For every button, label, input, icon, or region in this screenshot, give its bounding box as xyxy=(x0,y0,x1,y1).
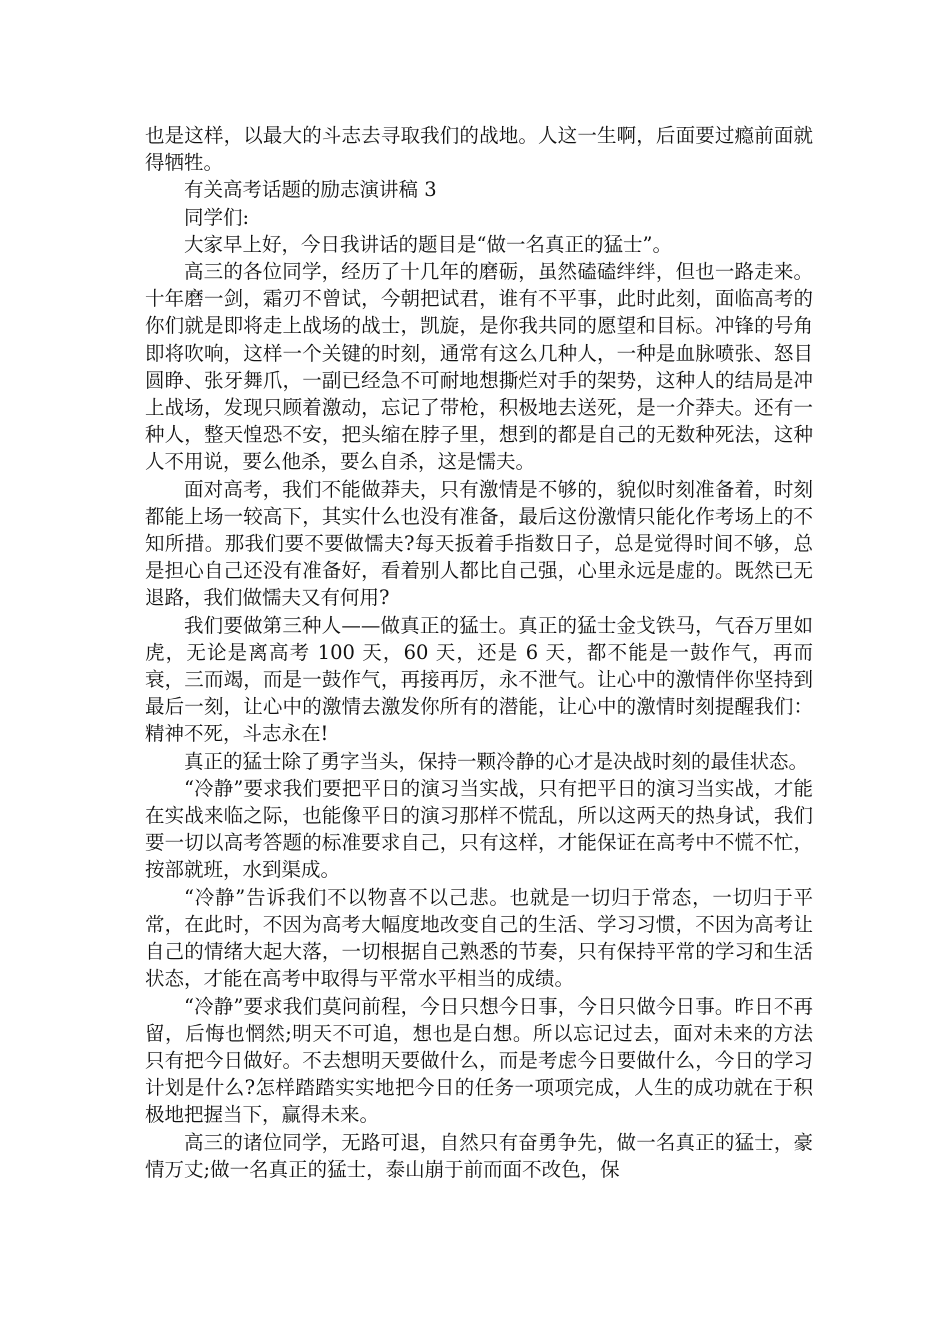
paragraph: 高三的各位同学，经历了十几年的磨砺，虽然磕磕绊绊，但也一路走来。十年磨一剑，霜刃不曾试，今朝把试君，谁有不平事，此时此刻，面临高考的你们就是即将走上战场的战士，凯旋，是你我共同的愿望和目标。冲锋的号角即将吹响，这样一个关键的时刻，通常有这么几种人，一种是血脉喷张、怒目圆睁、张牙舞爪，一副已经急不可耐地想撕烂对手的架势，这种人的结局是冲上战场，发现只顾着激动，忘记了带枪，积极地去送死，是一介莽夫。还有一种人，整天惶恐不安，把头缩在脖子里，想到的都是自己的无数种死法，这种人不用说，要么他杀，要么自杀，这是懦夫。 xyxy=(145,260,813,474)
paragraph: 真正的猛士除了勇字当头，保持一颗冷静的心才是决战时刻的最佳状态。 xyxy=(184,749,809,773)
paragraph: “冷静”要求我们莫问前程，今日只想今日事，今日只做今日事。昨日不再留，后悔也惘然;明天不可追，想也是白想。所以忘记过去，面对未来的方法只有把今日做好。不去想明天要做什么，而是考虑今日要做什么，今日的学习计划是什么?怎样踏踏实实地把今日的任务一项项完成，人生的成功就在于积极地把握当下，赢得未来。 xyxy=(145,994,813,1127)
paragraph: 也是这样，以最大的斗志去寻取我们的战地。人这一生啊，后面要过瘾前面就得牺牲。 xyxy=(145,124,813,175)
salutation: 同学们: xyxy=(184,205,250,229)
paragraph: “冷静”告诉我们不以物喜不以己悲。也就是一切归于常态，一切归于平常，在此时，不因为高考大幅度地改变自己的生活、学习习惯，不因为高考让自己的情绪大起大落，一切根据自己熟悉的节奏，只有保持平常的学习和生活状态，才能在高考中取得与平常水平相当的成绩。 xyxy=(145,885,813,991)
document-body xyxy=(145,122,813,1183)
paragraph: 面对高考，我们不能做莽夫，只有激情是不够的，貌似时刻准备着，时刻都能上场一较高下，其实什么也没有准备，最后这份激情只能化作考场上的不知所措。那我们要不要做懦夫?每天扳着手指数日子，总是觉得时间不够，总是担心自己还没有准备好，看着别人都比自己强，心里永远是虚的。既然已无退路，我们做懦夫又有何用? xyxy=(145,477,813,610)
paragraph: 高三的诸位同学，无路可退，自然只有奋勇争先，做一名真正的猛士，豪情万丈;做一名真正的猛士，泰山崩于前而面不改色，保 xyxy=(145,1130,813,1181)
paragraph: “冷静”要求我们要把平日的演习当实战，只有把平日的演习当实战，才能在实战来临之际，也能像平日的演习那样不慌乱，所以这两天的热身试，我们要一切以高考答题的标准要求自己，只有这样，才能保证在高考中不慌不忙，按部就班，水到渠成。 xyxy=(145,776,813,882)
section-title: 有关高考话题的励志演讲稿 3 xyxy=(184,178,437,202)
paragraph: 大家早上好，今日我讲话的题目是“做一名真正的猛士”。 xyxy=(184,232,672,256)
paragraph: 我们要做第三种人——做真正的猛士。真正的猛士金戈铁马，气吞万里如虎，无论是离高考 100 天，60 天，还是 6 天，都不能是一鼓作气，再而衰，三而竭，而是一鼓作气，再接再厉，永不泄气。让心中的激情伴你坚持到最后一刻，让心中的激情去激发你所有的潜能，让心中的激情时刻提醒我们：精神不死，斗志永在! xyxy=(145,613,813,746)
